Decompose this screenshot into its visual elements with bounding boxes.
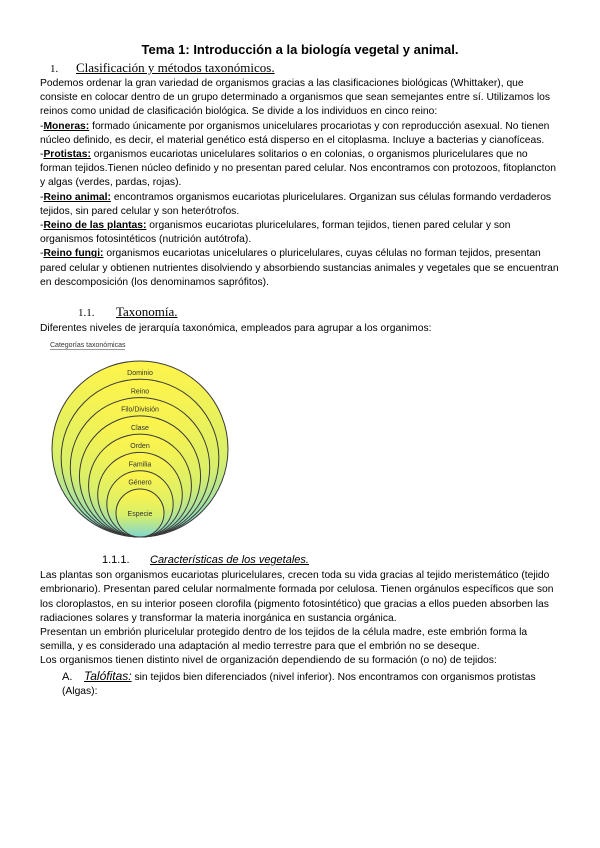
- taxonomy-figure: [50, 342, 230, 542]
- list-item-a: [62, 669, 560, 699]
- section-1-intro: Podemos ordenar la gran variedad de organismos gracias a las clasificaciones biológicas (Whittaker), que consiste en colocar dentro de un grupo determinado a organismos que sean semejantes entre sí. Utilizamos los reinos como unidad de clasificación biológica. Se divide a los individuos en cinco reino:: [40, 78, 550, 118]
- figure-caption: Categorías taxonómicas: [50, 342, 126, 350]
- taxonomy-label: Especie: [127, 511, 153, 519]
- paragraph: Las plantas son organismos eucariotas pluricelulares, crecen toda su vida gracias al tejido meristemático (tejido embrionario). Presentan pared celular normalmente formada por celulosa. Tienen orgánulos específicos que son los cloroplastos, en su interior poseen clorofila (pigmento fotosintético) que gracias a ellos pueden absorben las radiaciones solares y transformar la materia inorgánica en sustancia orgánica.: [40, 570, 554, 624]
- kingdom-moneras: -Moneras: formado únicamente por organismos unicelulares procariotas y con reproducción asexual. No tienen núcleo definido, es decir, el material genético está disperso en el citoplasma. Incluye a bacterias y cianofíceas.: [40, 120, 550, 146]
- list-term: Talófitas:: [84, 668, 132, 683]
- section-1-1-title: Taxonomía.: [116, 304, 178, 320]
- section-1-1-intro: Diferentes niveles de jerarquía taxonómica, empleados para agrupar a los organimos:: [40, 323, 432, 335]
- kingdom-fungi: -Reino fungi: organismos eucariotas unicelulares o pluricelulares, cuyas células no forman tejidos, presentan pared celular y obtienen nutrientes disolviendo y absorbiendo sustancias animales y vegetales que se encuentran en descomposición (los denominamos saprófitos).: [40, 248, 559, 288]
- section-1-title: Clasificación y métodos taxonómicos.: [76, 60, 275, 75]
- taxonomy-label: Dominio: [127, 370, 153, 378]
- taxonomy-label: Reino: [130, 388, 150, 396]
- section-1-1-1-title: Características de los vegetales.: [150, 554, 309, 567]
- paragraph: Los organismos tienen distinto nivel de organización dependiendo de su formación (o no) de tejidos:: [40, 655, 497, 667]
- kingdom-protistas: -Protistas: organismos eucariotas unicelulares solitarios o en colonias, o organismos pluricelulares que no forman tejidos.Tienen núcleo definido y no presentan pared celular. Nos encontramos con protozoos, fitoplancton y algas (verdes, pardas, rojas).: [40, 149, 556, 189]
- kingdom-text: formado únicamente por organismos unicelulares procariotas y con reproducción asexual. No tienen núcleo definido, es decir, el material genético está disperso en el citoplasma. Incluye a bacterias y cianofíceas.: [40, 120, 550, 146]
- section-1-1-heading: [78, 304, 560, 320]
- list-letter: A.: [62, 670, 73, 683]
- list-text: sin tejidos bien diferenciados (nivel inferior). Nos encontramos con organismos protistas (Algas):: [62, 671, 536, 697]
- taxonomy-circles-diagram: [50, 342, 230, 542]
- taxonomy-label: Filo/División: [121, 406, 159, 414]
- kingdom-text: encontramos organismos eucariotas pluricelulares. Organizan sus células formando verdaderos tejidos, sin pared celular y son heterótrofos.: [40, 191, 552, 217]
- kingdom-term: Moneras:: [43, 120, 90, 132]
- taxonomy-label: Orden: [130, 443, 150, 451]
- paragraph: Presentan un embrión pluricelular protegido dentro de los tejidos de la célula madre, este embrión forma la semilla, y es considerado una adaptación al medio terrestre para que el embrión no se deseque.: [40, 627, 528, 653]
- kingdom-term: Reino animal:: [43, 191, 111, 203]
- kingdom-animal: -Reino animal: encontramos organismos eucariotas pluricelulares. Organizan sus células formando verdaderos tejidos, sin pared celular y son heterótrofos.: [40, 191, 552, 217]
- kingdom-term: Protistas:: [43, 149, 91, 161]
- section-1-heading: [40, 60, 560, 76]
- taxonomy-label: Género: [128, 479, 152, 487]
- page-title: Tema 1: Introducción a la biología vegetal y animal.: [141, 42, 459, 57]
- section-1-number: 1.: [50, 63, 59, 75]
- kingdom-plantas: -Reino de las plantas: organismos eucariotas pluricelulares, forman tejidos, tienen pared celular y son organismos fotosintéticos (nutrición autótrofa).: [40, 220, 511, 246]
- taxonomy-label: Familia: [128, 461, 152, 469]
- kingdom-term: Reino de las plantas:: [43, 220, 147, 232]
- section-1-1-number: 1.1.: [78, 307, 95, 320]
- taxonomy-label: Clase: [131, 425, 149, 433]
- kingdom-text: organismos eucariotas unicelulares solitarios o en colonias, o organismos pluricelulares que no forman tejidos.Tienen núcleo definido y no presentan pared celular. Nos encontramos con protozoos, fitoplancton y algas (verdes, pardas, rojas).: [40, 149, 556, 189]
- kingdom-text: organismos eucariotas unicelulares o pluricelulares, cuyas células no forman tejidos, presentan pared celular y obtienen nutrientes disolviendo y absorbiendo sustancias animales y vegetales que se encuentran en descomposición (los denominamos saprófitos).: [40, 248, 559, 288]
- kingdom-term: Reino fungi:: [43, 248, 104, 260]
- section-1-1-1-heading: [102, 554, 560, 566]
- document-page: [40, 42, 560, 699]
- section-1-1-1-number: 1.1.1.: [102, 554, 130, 567]
- kingdom-text: organismos eucariotas pluricelulares, forman tejidos, tienen pared celular y son organismos fotosintéticos (nutrición autótrofa).: [40, 220, 511, 246]
